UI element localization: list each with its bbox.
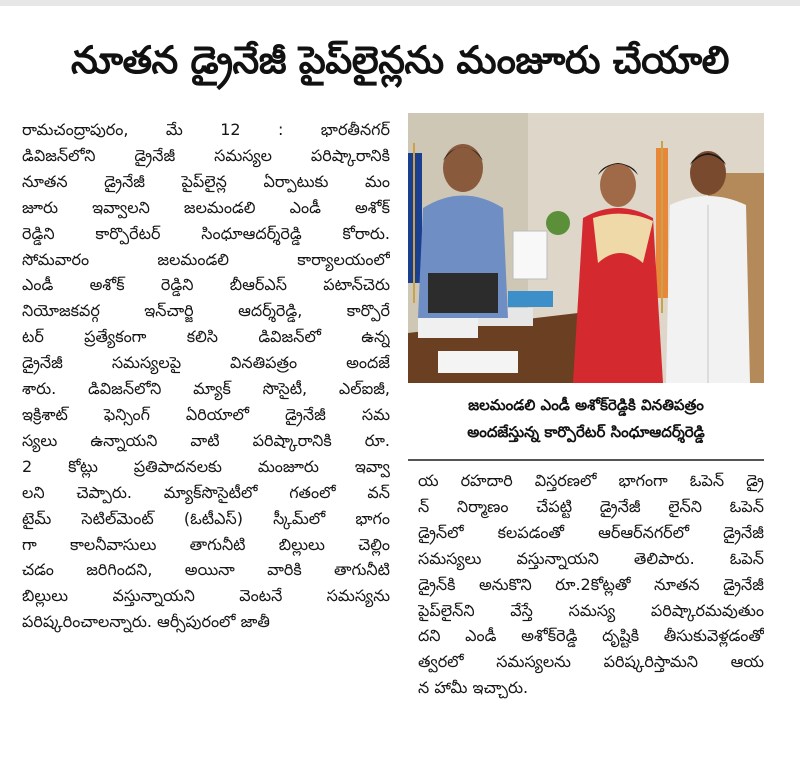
news-photo-illustration (408, 113, 764, 383)
article-line: గా కాలనీవాసులు తాగునీటి బిల్లులు చెల్లిం (22, 534, 390, 554)
article-line: లని చెప్పారు. మ్యాక్‌సొసైటీలో గతంలో వన్ (22, 482, 390, 502)
article-line: పైప్‌లైన్‌ని వేస్తే సమస్య పరిష్కారమవుతుం (418, 600, 764, 620)
article-body-right (418, 468, 764, 758)
article-line: రెడ్డిని కార్పొరేటర్ సింధూఆదర్శ్‌రెడ్డి కోరారు. (22, 223, 390, 243)
article-line: స్యలు ఉన్నాయని వాటి పరిష్కారానికి రూ. (22, 430, 390, 450)
article-line: జూరు ఇవ్వాలని జలమండలి ఎండీ అశోక్ (22, 197, 390, 217)
article-line: డ్రైన్‌లో కలపడంతో ఆర్‌ఆర్‌నగర్‌లో డ్రైనేజీ (418, 522, 764, 542)
article-line: బిల్లులు వస్తున్నాయని వెంటనే సమస్యను (22, 586, 390, 606)
top-rule (0, 0, 800, 6)
photo-plant (546, 211, 570, 235)
person-2-head (600, 163, 636, 207)
article-line: టైమ్ సెటిల్‌మెంట్ (ఓటీఎస్) స్కీమ్‌లో భాగం (22, 508, 390, 528)
article-text-right (418, 468, 764, 701)
article-body-left (22, 117, 390, 757)
photo-papers-1 (418, 318, 478, 338)
article-line: పరిష్కరించాలన్నారు. ఆర్సీపురంలో జాతీ (22, 612, 270, 632)
article-line: దని ఎండీ అశోక్‌రెడ్డి దృష్టికి తీసుకువెళ్లడంతో (418, 626, 764, 646)
headline: నూతన డ్రైనేజీ పైప్‌లైన్లను మంజూరు చేయాలి (70, 38, 730, 82)
photo-caption-line-2: అందజేస్తున్న కార్పొరేటర్ సింధూఆదర్శ్‌రెడ్డి (467, 423, 705, 441)
photo-papers-3 (438, 351, 518, 373)
news-photo (408, 113, 764, 383)
article-text-left (22, 117, 390, 635)
article-line: నూతన డ్రైనేజీ పైప్‌లైన్ల ఏర్పాటుకు మం (22, 171, 390, 191)
article-line: ఎండీ అశోక్ రెడ్డిని బీఆర్‌ఎస్ పటాన్‌చెరు (22, 275, 390, 295)
article-line: 2 కోట్లు ప్రతిపాదనలకు మంజూరు ఇవ్వా (22, 456, 390, 476)
article-line: శారు. డివిజన్‌లోని మ్యాక్ సొసైటీ, ఎల్‌ఐజీ, (22, 379, 390, 399)
article-line: టర్ ప్రత్యేకంగా కలిసి డివిజన్‌లో ఉన్న (22, 327, 390, 347)
photo-caption (408, 392, 764, 446)
person-1-head (443, 144, 483, 192)
article-line: చడం జరిగిందని, అయినా వారికి తాగునీటి (22, 560, 390, 580)
article-line: డ్రైన్‌కి అనుకొని రూ.2కోట్లతో నూతన డ్రైనేజీ (418, 574, 764, 594)
article-line: న్ నిర్మాణం చేపట్టి డ్రైనేజీ లైన్‌ని ఓపెన్ (418, 496, 764, 516)
person-1-trousers (428, 273, 498, 313)
article-line: సమస్యలు వస్తున్నాయని తెలిపారు. ఓపెన్ (418, 548, 764, 568)
person-3-head (690, 151, 726, 195)
photo-caption-line-1: జలమండలి ఎండీ అశోక్‌రెడ్డికి వినతిపత్రం (468, 396, 704, 414)
article-line: న హామీ ఇచ్చారు. (418, 678, 529, 698)
photo-document (513, 231, 547, 279)
article-line: నియోజకవర్గ ఇన్‌చార్జి ఆదర్శ్‌రెడ్డి, కార్పొరే (22, 301, 390, 321)
article-line: త్వరలో సమస్యలను పరిష్కరిస్తామని ఆయ (418, 652, 764, 672)
article-line: రామచంద్రాపురం, మే 12 : భారతీనగర్ (22, 120, 390, 139)
article-line: య రహదారి విస్తరణలో భాగంగా ఓపెన్ డ్రై (418, 471, 764, 490)
article-line: సోమవారం జలమండలి కార్యాలయంలో (22, 249, 390, 269)
article-line: డివిజన్‌లోని డ్రైనేజీ సమస్యల పరిష్కారానికి (22, 145, 390, 165)
photo-file-blue (508, 291, 553, 307)
caption-divider (408, 459, 764, 461)
article-line: డ్రైనేజీ సమస్యలపై వినతిపత్రం అందజే (22, 353, 390, 373)
article-line: ఇక్రిశాట్ ఫెన్సింగ్ ఏరియాలో డ్రైనేజీ సమ (22, 404, 390, 424)
